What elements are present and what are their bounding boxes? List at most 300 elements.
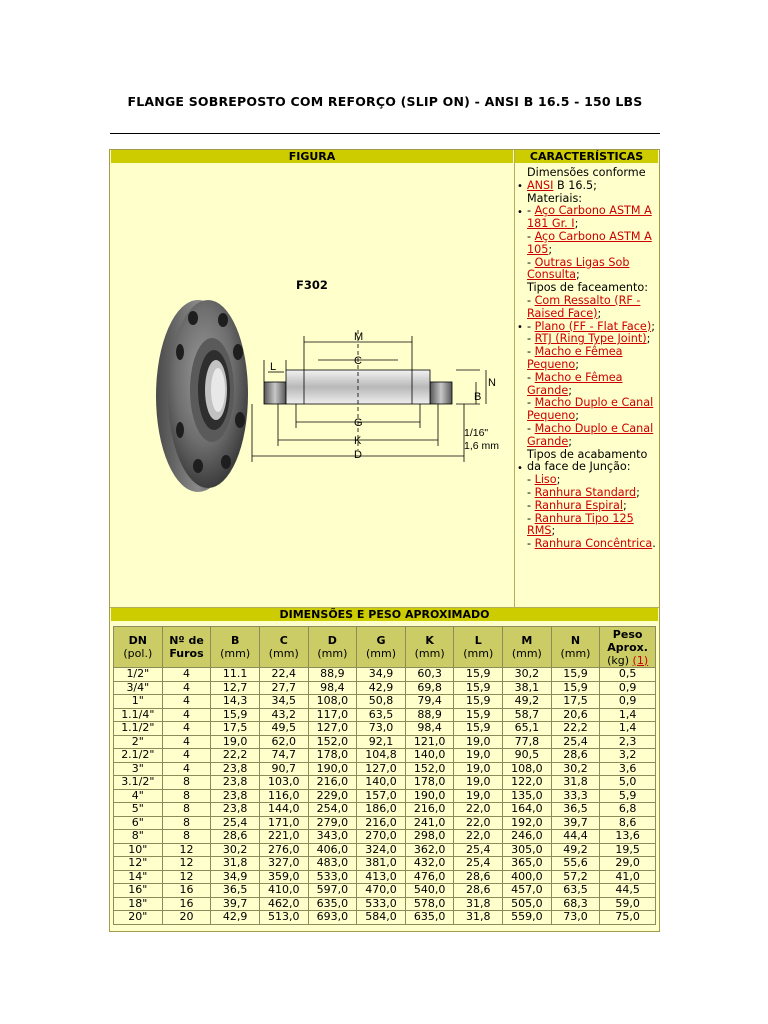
- cell-dn: 2.1/2": [114, 749, 163, 763]
- label-m: M: [354, 331, 364, 343]
- table-cell: 186,0: [357, 803, 406, 817]
- table-cell: 98,4: [405, 722, 454, 736]
- table-cell: 2,3: [600, 735, 656, 749]
- table-cell: 63,5: [551, 884, 600, 898]
- table-cell: 241,0: [405, 816, 454, 830]
- table-cell: 4: [162, 695, 211, 709]
- table-body: [114, 668, 656, 925]
- table-cell: 34,9: [211, 870, 260, 884]
- material-link[interactable]: Aço Carbono ASTM A 181 Gr. I: [527, 204, 652, 231]
- table-cell: 22,0: [454, 830, 503, 844]
- table-cell: 135,0: [503, 789, 552, 803]
- label-d: D: [354, 449, 362, 461]
- table-cell: 90,7: [259, 762, 308, 776]
- col-m: M (mm): [503, 627, 552, 668]
- table-cell: 108,0: [503, 762, 552, 776]
- table-cell: 44,5: [600, 884, 656, 898]
- label-l: L: [270, 361, 277, 373]
- table-cell: 276,0: [259, 843, 308, 857]
- table-cell: 12: [162, 870, 211, 884]
- page-title: FLANGE SOBREPOSTO COM REFORÇO (SLIP ON) - ANSI B 16.5 - 150 LBS: [127, 94, 643, 109]
- table-row: [114, 897, 656, 911]
- cell-dn: 12": [114, 857, 163, 871]
- cell-dn: 10": [114, 843, 163, 857]
- table-cell: 152,0: [308, 735, 357, 749]
- table-cell: 31,8: [454, 911, 503, 925]
- characteristics-list: [517, 167, 657, 551]
- cell-dn: 1.1/4": [114, 708, 163, 722]
- table-cell: 29,0: [600, 857, 656, 871]
- table-cell: 30,2: [551, 762, 600, 776]
- figure-code: F302: [296, 278, 328, 292]
- table-cell: 88,9: [405, 708, 454, 722]
- table-cell: 457,0: [503, 884, 552, 898]
- label-gap-mm: 1,6 mm: [464, 440, 500, 452]
- table-cell: 15,9: [551, 668, 600, 682]
- col-g: G (mm): [357, 627, 406, 668]
- header-figura: FIGURA: [111, 150, 513, 163]
- flange-drawing: [128, 290, 510, 500]
- table-row: [114, 870, 656, 884]
- table-cell: 127,0: [357, 762, 406, 776]
- col-b: B (mm): [211, 627, 260, 668]
- label-g: G: [354, 417, 363, 429]
- table-cell: 55,6: [551, 857, 600, 871]
- table-cell: 23,8: [211, 776, 260, 790]
- facing-link[interactable]: RTJ (Ring Type Joint): [534, 332, 647, 346]
- facing-item: - Macho e Fêmea Grande;: [527, 370, 623, 397]
- table-cell: 36,5: [551, 803, 600, 817]
- table-cell: 23,8: [211, 789, 260, 803]
- table-cell: 117,0: [308, 708, 357, 722]
- table-cell: 34,9: [357, 668, 406, 682]
- table-cell: 4: [162, 749, 211, 763]
- table-row: [114, 681, 656, 695]
- material-link[interactable]: Aço Carbono ASTM A 105: [527, 229, 652, 256]
- finish-link[interactable]: Ranhura Concêntrica: [534, 537, 653, 551]
- col-d: D (mm): [308, 627, 357, 668]
- table-row: [114, 884, 656, 898]
- table-cell: 8: [162, 830, 211, 844]
- finish-link[interactable]: Ranhura Espiral: [534, 498, 623, 512]
- dimensions-text-end: B 16.5;: [553, 178, 597, 192]
- facing-link[interactable]: Plano (FF - Flat Face): [534, 319, 652, 333]
- table-cell: 90,5: [503, 749, 552, 763]
- table-cell: 540,0: [405, 884, 454, 898]
- table-cell: 19,5: [600, 843, 656, 857]
- table-cell: 15,9: [454, 681, 503, 695]
- ansi-link[interactable]: ANSI: [527, 178, 554, 192]
- table-row: [114, 695, 656, 709]
- table-cell: 584,0: [357, 911, 406, 925]
- table-cell: 0,5: [600, 668, 656, 682]
- cell-dn: 3.1/2": [114, 776, 163, 790]
- table-cell: 22,4: [259, 668, 308, 682]
- table-cell: 19,0: [454, 749, 503, 763]
- table-cell: 221,0: [259, 830, 308, 844]
- col-dn: DN (pol.): [114, 627, 163, 668]
- table-cell: 19,0: [211, 735, 260, 749]
- table-row: [114, 749, 656, 763]
- bullet-icon: •: [517, 322, 523, 334]
- footnote-link[interactable]: (1): [632, 653, 649, 667]
- cell-dn: 3/4": [114, 681, 163, 695]
- table-cell: 229,0: [308, 789, 357, 803]
- table-cell: 22,2: [551, 722, 600, 736]
- label-b: B: [474, 391, 482, 403]
- table-cell: 254,0: [308, 803, 357, 817]
- table-cell: 483,0: [308, 857, 357, 871]
- table-cell: 103,0: [259, 776, 308, 790]
- table-cell: 11.1: [211, 668, 260, 682]
- cell-dn: 1/2": [114, 668, 163, 682]
- table-cell: 190,0: [308, 762, 357, 776]
- table-cell: 108,0: [308, 695, 357, 709]
- table-cell: 20,6: [551, 708, 600, 722]
- facing-link[interactable]: Macho e Fêmea Pequeno: [527, 345, 623, 371]
- table-cell: 23,8: [211, 762, 260, 776]
- table-cell: 15,9: [211, 708, 260, 722]
- table-cell: 164,0: [503, 803, 552, 817]
- col-l: L (mm): [454, 627, 503, 668]
- table-cell: 25,4: [211, 816, 260, 830]
- table-cell: 365,0: [503, 857, 552, 871]
- table-row: [114, 816, 656, 830]
- table-cell: 25,4: [454, 857, 503, 871]
- char-group-finish: [517, 449, 657, 551]
- table-cell: 43,2: [259, 708, 308, 722]
- table-row: [114, 789, 656, 803]
- finish-link[interactable]: Ranhura Tipo 125 RMS: [527, 511, 634, 538]
- table-cell: 157,0: [357, 789, 406, 803]
- table-cell: 343,0: [308, 830, 357, 844]
- table-cell: 59,0: [600, 897, 656, 911]
- table-cell: 15,9: [454, 708, 503, 722]
- table-row: [114, 668, 656, 682]
- table-cell: 30,2: [211, 843, 260, 857]
- table-cell: 104,8: [357, 749, 406, 763]
- table-cell: 0,9: [600, 695, 656, 709]
- table-header-row: [114, 627, 656, 668]
- table-cell: 505,0: [503, 897, 552, 911]
- facing-link[interactable]: Macho Duplo e Canal Grande: [527, 421, 654, 448]
- table-cell: 140,0: [357, 776, 406, 790]
- table-cell: 17,5: [211, 722, 260, 736]
- table-cell: 116,0: [259, 789, 308, 803]
- table-cell: 533,0: [357, 897, 406, 911]
- table-cell: 8: [162, 803, 211, 817]
- bullet-icon: •: [517, 462, 523, 474]
- table-cell: 432,0: [405, 857, 454, 871]
- table-cell: 62,0: [259, 735, 308, 749]
- table-cell: 17,5: [551, 695, 600, 709]
- table-cell: 305,0: [503, 843, 552, 857]
- table-cell: 12: [162, 857, 211, 871]
- table-cell: 16: [162, 884, 211, 898]
- facing-item: - Macho Duplo e Canal Pequeno;: [527, 396, 654, 423]
- facing-link[interactable]: Com Ressalto (RF - Raised Face): [527, 293, 641, 320]
- table-cell: 406,0: [308, 843, 357, 857]
- table-row: [114, 857, 656, 871]
- table-cell: 25,4: [551, 735, 600, 749]
- table-cell: 127,0: [308, 722, 357, 736]
- table-cell: 5,9: [600, 789, 656, 803]
- table-cell: 8,6: [600, 816, 656, 830]
- table-cell: 470,0: [357, 884, 406, 898]
- col-n: N (mm): [551, 627, 600, 668]
- table-row: [114, 735, 656, 749]
- table-cell: 57,2: [551, 870, 600, 884]
- cell-dn: 16": [114, 884, 163, 898]
- table-cell: 13,6: [600, 830, 656, 844]
- facing-link[interactable]: Macho Duplo e Canal Pequeno: [527, 396, 654, 423]
- table-cell: 178,0: [405, 776, 454, 790]
- table-cell: 270,0: [357, 830, 406, 844]
- col-furos: Nº de Furos: [162, 627, 211, 668]
- table-cell: 49,2: [551, 843, 600, 857]
- table-cell: 3,6: [600, 762, 656, 776]
- table-cell: 22,0: [454, 803, 503, 817]
- cross-section: [252, 330, 489, 462]
- dimensions-table: [113, 626, 656, 925]
- table-cell: 144,0: [259, 803, 308, 817]
- table-cell: 16: [162, 897, 211, 911]
- table-cell: 73,0: [357, 722, 406, 736]
- table-cell: 462,0: [259, 897, 308, 911]
- table-cell: 298,0: [405, 830, 454, 844]
- table-cell: 34,5: [259, 695, 308, 709]
- material-item: - Aço Carbono ASTM A 181 Gr. I;: [527, 204, 652, 231]
- table-cell: 19,0: [454, 789, 503, 803]
- table-cell: 4: [162, 668, 211, 682]
- table-cell: 413,0: [357, 870, 406, 884]
- table-cell: 410,0: [259, 884, 308, 898]
- table-cell: 152,0: [405, 762, 454, 776]
- column-divider: [514, 150, 515, 607]
- table-cell: 19,0: [454, 776, 503, 790]
- table-cell: 5,0: [600, 776, 656, 790]
- label-k: K: [354, 435, 362, 447]
- table-row: [114, 762, 656, 776]
- cell-dn: 18": [114, 897, 163, 911]
- table-cell: 58,7: [503, 708, 552, 722]
- table-cell: 381,0: [357, 857, 406, 871]
- table-cell: 36,5: [211, 884, 260, 898]
- table-cell: 12,7: [211, 681, 260, 695]
- table-cell: 25,4: [454, 843, 503, 857]
- material-item: - Aço Carbono ASTM A 105;: [527, 229, 652, 256]
- col-peso: Peso Aprox. (kg) (1): [600, 627, 656, 668]
- finish-item: - Ranhura Espiral;: [527, 498, 627, 512]
- table-cell: 15,9: [551, 681, 600, 695]
- table-cell: 327,0: [259, 857, 308, 871]
- table-cell: 42,9: [211, 911, 260, 925]
- table-cell: 31,8: [454, 897, 503, 911]
- table-cell: 98,4: [308, 681, 357, 695]
- char-group-facing: [517, 282, 657, 448]
- material-link[interactable]: Outras Ligas Sob Consulta: [527, 255, 630, 282]
- table-cell: 19,0: [454, 735, 503, 749]
- table-cell: 190,0: [405, 789, 454, 803]
- table-row: [114, 803, 656, 817]
- facing-link[interactable]: Macho e Fêmea Grande: [527, 370, 623, 397]
- table-cell: 63,5: [357, 708, 406, 722]
- col-c: C (mm): [259, 627, 308, 668]
- table-cell: 8: [162, 789, 211, 803]
- table-cell: 4: [162, 735, 211, 749]
- table-cell: 635,0: [405, 911, 454, 925]
- cell-dn: 14": [114, 870, 163, 884]
- table-cell: 28,6: [211, 830, 260, 844]
- finish-item: - Ranhura Standard;: [527, 485, 640, 499]
- table-cell: 140,0: [405, 749, 454, 763]
- table-cell: 279,0: [308, 816, 357, 830]
- table-row: [114, 911, 656, 925]
- cell-dn: 4": [114, 789, 163, 803]
- table-cell: 73,0: [551, 911, 600, 925]
- table-cell: 121,0: [405, 735, 454, 749]
- table-cell: 4: [162, 722, 211, 736]
- table-cell: 33,3: [551, 789, 600, 803]
- materials-heading: Materiais:: [527, 191, 583, 205]
- table-cell: 597,0: [308, 884, 357, 898]
- facing-item: - Plano (FF - Flat Face);: [527, 319, 655, 333]
- table-cell: 30,2: [503, 668, 552, 682]
- table-cell: 92,1: [357, 735, 406, 749]
- table-cell: 15,9: [454, 722, 503, 736]
- cell-dn: 6": [114, 816, 163, 830]
- finish-item: - Liso;: [527, 473, 561, 487]
- table-cell: 68,3: [551, 897, 600, 911]
- table-cell: 3,2: [600, 749, 656, 763]
- table-cell: 533,0: [308, 870, 357, 884]
- bullet-icon: •: [517, 181, 523, 192]
- table-cell: 28,6: [454, 870, 503, 884]
- table-cell: 578,0: [405, 897, 454, 911]
- table-cell: 31,8: [551, 776, 600, 790]
- table-cell: 15,9: [454, 695, 503, 709]
- table-cell: 476,0: [405, 870, 454, 884]
- table-row: [114, 776, 656, 790]
- table-cell: 41,0: [600, 870, 656, 884]
- table-row: [114, 830, 656, 844]
- table-cell: 216,0: [357, 816, 406, 830]
- label-gap-inch: 1/16": [464, 427, 489, 439]
- table-cell: 122,0: [503, 776, 552, 790]
- table-cell: 22,0: [454, 816, 503, 830]
- table-row: [114, 722, 656, 736]
- table-cell: 8: [162, 776, 211, 790]
- table-cell: 693,0: [308, 911, 357, 925]
- table-cell: 22,2: [211, 749, 260, 763]
- table-cell: 400,0: [503, 870, 552, 884]
- table-cell: 178,0: [308, 749, 357, 763]
- table-cell: 8: [162, 816, 211, 830]
- dimensions-text: Dimensões conforme: [527, 166, 646, 179]
- table-cell: 88,9: [308, 668, 357, 682]
- table-cell: 246,0: [503, 830, 552, 844]
- cell-dn: 1": [114, 695, 163, 709]
- table-cell: 14,3: [211, 695, 260, 709]
- table-cell: 171,0: [259, 816, 308, 830]
- table-cell: 635,0: [308, 897, 357, 911]
- table-cell: 39,7: [211, 897, 260, 911]
- bullet-icon: •: [517, 206, 523, 218]
- table-cell: 23,8: [211, 803, 260, 817]
- title-divider: [110, 133, 660, 134]
- table-cell: 192,0: [503, 816, 552, 830]
- finish-item: - Ranhura Tipo 125 RMS;: [527, 511, 634, 538]
- cell-dn: 2": [114, 735, 163, 749]
- table-cell: 77,8: [503, 735, 552, 749]
- table-cell: 216,0: [308, 776, 357, 790]
- table-cell: 49,2: [503, 695, 552, 709]
- table-cell: 74,7: [259, 749, 308, 763]
- facing-item: - Com Ressalto (RF - Raised Face);: [527, 293, 641, 320]
- char-group-dimensions: [517, 167, 657, 193]
- table-cell: 75,0: [600, 911, 656, 925]
- facing-heading: Tipos de faceamento:: [527, 281, 649, 295]
- table-cell: 49,5: [259, 722, 308, 736]
- cell-dn: 8": [114, 830, 163, 844]
- table-row: [114, 843, 656, 857]
- table-cell: 359,0: [259, 870, 308, 884]
- table-cell: 513,0: [259, 911, 308, 925]
- label-c: C: [354, 355, 362, 367]
- label-n: N: [488, 377, 496, 389]
- table-cell: 44,4: [551, 830, 600, 844]
- table-row: [114, 708, 656, 722]
- char-group-materials: [517, 193, 657, 283]
- header-dimensoes: DIMENSÕES E PESO APROXIMADO: [111, 608, 658, 621]
- table-cell: 65,1: [503, 722, 552, 736]
- cell-dn: 1.1/2": [114, 722, 163, 736]
- table-cell: 79,4: [405, 695, 454, 709]
- table-cell: 324,0: [357, 843, 406, 857]
- table-cell: 38,1: [503, 681, 552, 695]
- facing-item: - RTJ (Ring Type Joint);: [527, 332, 651, 346]
- table-cell: 20: [162, 911, 211, 925]
- table-cell: 216,0: [405, 803, 454, 817]
- cell-dn: 3": [114, 762, 163, 776]
- table-cell: 50,8: [357, 695, 406, 709]
- table-cell: 1,4: [600, 708, 656, 722]
- cell-dn: 20": [114, 911, 163, 925]
- finish-heading: Tipos de acabamento da face de Junção:: [527, 447, 648, 474]
- table-cell: 0,9: [600, 681, 656, 695]
- table-cell: 39,7: [551, 816, 600, 830]
- table-cell: 27,7: [259, 681, 308, 695]
- table-cell: 19,0: [454, 762, 503, 776]
- table-cell: 1,4: [600, 722, 656, 736]
- table-cell: 12: [162, 843, 211, 857]
- col-k: K (mm): [405, 627, 454, 668]
- finish-link[interactable]: Ranhura Standard: [534, 485, 637, 499]
- table-cell: 60,3: [405, 668, 454, 682]
- table-cell: 4: [162, 708, 211, 722]
- table-cell: 559,0: [503, 911, 552, 925]
- table-cell: 42,9: [357, 681, 406, 695]
- table-cell: 28,6: [551, 749, 600, 763]
- facing-item: - Macho Duplo e Canal Grande;: [527, 421, 654, 448]
- table-cell: 4: [162, 681, 211, 695]
- finish-link[interactable]: Liso: [534, 473, 557, 487]
- table-cell: 362,0: [405, 843, 454, 857]
- header-caracteristicas: CARACTERÍSTICAS: [515, 150, 658, 163]
- table-cell: 69,8: [405, 681, 454, 695]
- table-cell: 15,9: [454, 668, 503, 682]
- table-cell: 31,8: [211, 857, 260, 871]
